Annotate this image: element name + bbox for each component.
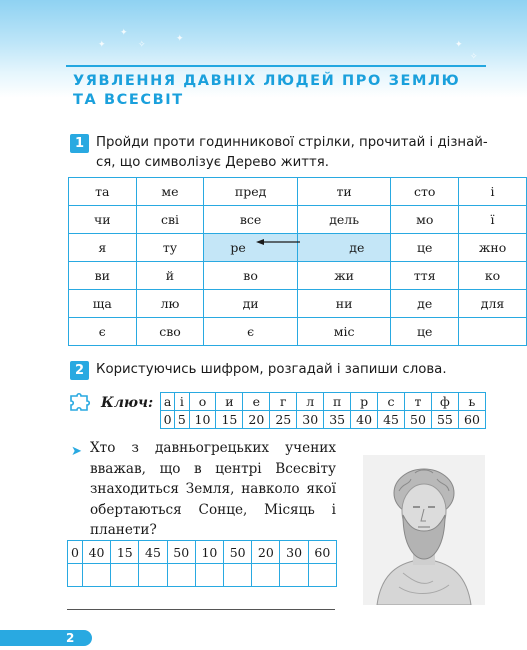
cipher-key-table	[160, 392, 486, 429]
task-1-number: 1	[70, 134, 89, 153]
grid-cell: ща	[69, 290, 137, 318]
cipher-number: 40	[351, 411, 378, 429]
cipher-letter: і	[175, 393, 189, 411]
grid-row	[69, 206, 527, 234]
answer-code: 15	[111, 541, 139, 564]
grid-cell: ї	[459, 206, 527, 234]
cipher-letter: о	[189, 393, 216, 411]
grid-row	[69, 318, 527, 346]
answer-letters-row	[68, 564, 337, 587]
page-title	[73, 72, 460, 110]
grid-cell: і	[459, 178, 527, 206]
cipher-number: 5	[175, 411, 189, 429]
cipher-letter: с	[378, 393, 405, 411]
answer-code: 50	[167, 541, 195, 564]
cipher-letter: г	[270, 393, 297, 411]
grid-cell: для	[459, 290, 527, 318]
cipher-numbers-row	[161, 411, 486, 429]
grid-cell: ни	[297, 290, 391, 318]
answer-code: 30	[280, 541, 308, 564]
grid-cell: дель	[297, 206, 391, 234]
syllable-grid	[68, 177, 527, 346]
cipher-letter: р	[351, 393, 378, 411]
answer-code: 45	[139, 541, 167, 564]
key-label: Ключ:	[101, 395, 154, 411]
page-number-tab	[0, 630, 92, 646]
cipher-letter: т	[405, 393, 432, 411]
answer-code: 20	[252, 541, 280, 564]
answer-write-line[interactable]	[67, 609, 335, 610]
answer-letter-cell[interactable]	[82, 564, 110, 587]
star-icon: ✦	[120, 28, 128, 38]
cipher-letter: и	[216, 393, 243, 411]
grid-cell: це	[391, 234, 459, 262]
grid-cell: ти	[297, 178, 391, 206]
answer-code: 40	[82, 541, 110, 564]
cipher-number: 25	[270, 411, 297, 429]
aristotle-portrait	[363, 455, 485, 605]
grid-cell: сво	[136, 318, 204, 346]
grid-cell	[459, 318, 527, 346]
cipher-number: 35	[324, 411, 351, 429]
bullet-arrow-icon: ➤	[71, 444, 82, 459]
grid-cell: де	[391, 290, 459, 318]
cipher-number: 0	[161, 411, 175, 429]
title-line-1: УЯВЛЕННЯ ДАВНІХ ЛЮДЕЙ ПРО ЗЕМЛЮ	[73, 73, 461, 89]
cipher-number: 10	[189, 411, 216, 429]
answer-letter-cell[interactable]	[195, 564, 223, 587]
grid-cell: міс	[297, 318, 391, 346]
grid-cell: та	[69, 178, 137, 206]
grid-cell-highlighted: ре	[204, 234, 298, 262]
task-2-number: 2	[70, 361, 89, 380]
cipher-number: 60	[458, 411, 485, 429]
answer-code: 10	[195, 541, 223, 564]
answer-code: 50	[224, 541, 252, 564]
answer-letter-cell[interactable]	[224, 564, 252, 587]
cipher-letter: л	[297, 393, 324, 411]
answer-letter-cell[interactable]	[280, 564, 308, 587]
cipher-letter: а	[161, 393, 175, 411]
task-1-text-line-2: ся, що символізує Дерево життя.	[96, 155, 329, 170]
cipher-letter: ф	[431, 393, 458, 411]
grid-cell: я	[69, 234, 137, 262]
cipher-number: 55	[431, 411, 458, 429]
page-number: 2	[66, 631, 75, 645]
answer-letter-cell[interactable]	[252, 564, 280, 587]
grid-cell: сві	[136, 206, 204, 234]
grid-cell: ви	[69, 262, 137, 290]
cipher-letter: п	[324, 393, 351, 411]
cipher-number: 30	[297, 411, 324, 429]
answer-code: 60	[308, 541, 336, 564]
grid-cell: є	[69, 318, 137, 346]
grid-cell: ме	[136, 178, 204, 206]
grid-cell: є	[204, 318, 298, 346]
grid-row	[69, 290, 527, 318]
grid-row	[69, 262, 527, 290]
grid-cell: во	[204, 262, 298, 290]
grid-row	[69, 178, 527, 206]
star-icon: ✧	[138, 40, 146, 50]
star-icon: ✦	[455, 40, 463, 50]
grid-cell: ття	[391, 262, 459, 290]
grid-cell: мо	[391, 206, 459, 234]
grid-cell: пред	[204, 178, 298, 206]
grid-cell: ди	[204, 290, 298, 318]
answer-code: 0	[68, 541, 83, 564]
answer-letter-cell[interactable]	[167, 564, 195, 587]
title-line-2: ТА ВСЕСВІТ	[73, 92, 184, 108]
answer-codes-row	[68, 541, 337, 564]
grid-cell: ту	[136, 234, 204, 262]
star-icon: ✧	[470, 52, 478, 62]
answer-letter-cell[interactable]	[308, 564, 336, 587]
grid-cell: це	[391, 318, 459, 346]
grid-cell: сто	[391, 178, 459, 206]
cipher-number: 20	[243, 411, 270, 429]
grid-cell: й	[136, 262, 204, 290]
task-1-text-line-1: Пройди проти годинникової стрілки, прочитай і дізнай-	[96, 135, 488, 150]
grid-cell: жно	[459, 234, 527, 262]
grid-cell: чи	[69, 206, 137, 234]
grid-cell-highlighted: де	[297, 234, 391, 262]
task-1-text	[96, 133, 488, 173]
star-icon: ✦	[176, 34, 184, 44]
cipher-number: 15	[216, 411, 243, 429]
cipher-letter: ь	[458, 393, 485, 411]
cipher-number: 50	[405, 411, 432, 429]
grid-cell: лю	[136, 290, 204, 318]
cipher-letter: е	[243, 393, 270, 411]
grid-cell: жи	[297, 262, 391, 290]
star-icon: ✦	[98, 40, 106, 50]
cipher-letters-row	[161, 393, 486, 411]
task-2-text: Користуючись шифром, розгадай і запиши слова.	[96, 362, 447, 377]
answer-letter-cell[interactable]	[139, 564, 167, 587]
answer-table	[67, 540, 337, 587]
header-rule	[66, 65, 486, 67]
answer-letter-cell[interactable]	[68, 564, 83, 587]
question-text: Хто з давньогрецьких учених вважав, що в центрі Всесвіту знаходиться Земля, навколо якої обертаються Сонце, Місяць і планети?	[90, 440, 336, 538]
arrow-left-icon	[256, 238, 300, 246]
grid-cell: все	[204, 206, 298, 234]
cipher-number: 45	[378, 411, 405, 429]
puzzle-icon	[68, 390, 92, 414]
grid-cell: ко	[459, 262, 527, 290]
answer-letter-cell[interactable]	[111, 564, 139, 587]
